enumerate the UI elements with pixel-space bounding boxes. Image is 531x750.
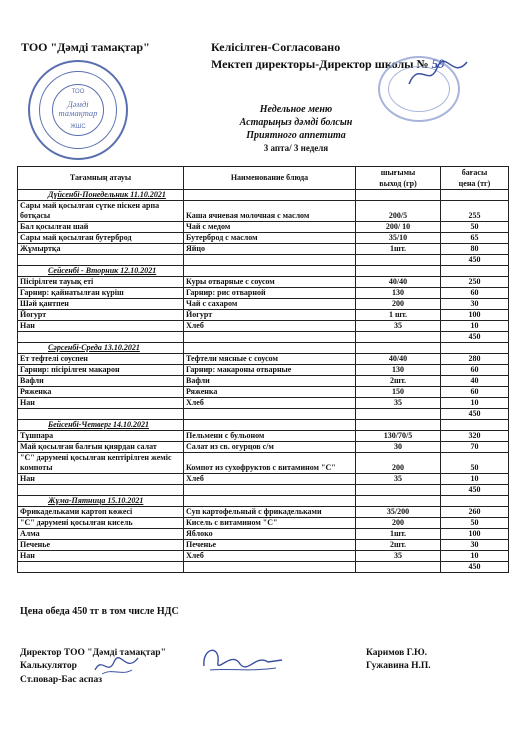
- dish-price: 10: [441, 321, 509, 332]
- empty-cell: [18, 485, 184, 496]
- empty-cell: [441, 496, 509, 507]
- dish-price: 100: [441, 310, 509, 321]
- day-total: 450: [441, 562, 509, 573]
- day-header-row: [18, 420, 509, 431]
- dish-name-ru: Печенье: [184, 540, 356, 551]
- dish-name-ru: Хлеб: [184, 474, 356, 485]
- dish-name-ru: Бутерброд с маслом: [184, 233, 356, 244]
- empty-cell: [18, 562, 184, 573]
- dish-name-ru: Гарнир: макароны отварные: [184, 365, 356, 376]
- empty-cell: [184, 255, 356, 266]
- dish-output: 35: [356, 551, 441, 562]
- empty-cell: [18, 409, 184, 420]
- day-total-row: [18, 332, 509, 343]
- empty-cell: [184, 409, 356, 420]
- company-name: ТОО "Дәмді тамақтар": [21, 40, 150, 54]
- stamp-bottom-text: ЖШС: [70, 124, 86, 130]
- dish-name-kz: Сары май қосылған бутерброд: [18, 233, 184, 244]
- day-header-row: [18, 266, 509, 277]
- dish-price: 10: [441, 474, 509, 485]
- dish-output: 200: [356, 518, 441, 529]
- dish-price: 320: [441, 431, 509, 442]
- dish-name-ru: Каша ячневая молочная с маслом: [184, 201, 356, 222]
- table-row: [18, 529, 509, 540]
- dish-price: 50: [441, 518, 509, 529]
- dish-name-ru: Тефтели мясные с соусом: [184, 354, 356, 365]
- dish-name-kz: Вафли: [18, 376, 184, 387]
- dish-output: 35: [356, 321, 441, 332]
- menu-subtitle-ru: Приятного аппетита: [246, 130, 346, 141]
- dish-name-ru: Ряженка: [184, 387, 356, 398]
- price-note: Цена обеда 450 тг в том числе НДС: [20, 606, 179, 617]
- dish-name-kz: Алма: [18, 529, 184, 540]
- dish-name-kz: Гарнир: қайнатылған күріш: [18, 288, 184, 299]
- dish-name-ru: Пельмени с бульоном: [184, 431, 356, 442]
- empty-cell: [356, 496, 441, 507]
- dish-name-kz: Нан: [18, 474, 184, 485]
- dish-price: 60: [441, 365, 509, 376]
- dish-name-kz: Бал қосылған шай: [18, 222, 184, 233]
- dish-output: 2шт.: [356, 540, 441, 551]
- empty-cell: [441, 420, 509, 431]
- day-total: 450: [441, 409, 509, 420]
- company-stamp: [28, 60, 128, 160]
- dish-output: 200: [356, 453, 441, 474]
- dish-output: 1шт.: [356, 529, 441, 540]
- empty-cell: [441, 190, 509, 201]
- dish-name-kz: "С" дәрумені қосылған кисель: [18, 518, 184, 529]
- dish-output: 130: [356, 288, 441, 299]
- dish-name-ru: Чай с медом: [184, 222, 356, 233]
- table-row: [18, 518, 509, 529]
- dish-price: 100: [441, 529, 509, 540]
- table-row: [18, 233, 509, 244]
- empty-cell: [184, 496, 356, 507]
- empty-cell: [356, 562, 441, 573]
- dish-name-kz: Жұмыртқа: [18, 244, 184, 255]
- empty-cell: [356, 409, 441, 420]
- dish-price: 50: [441, 453, 509, 474]
- dish-name-ru: Гарнир: рис отварной: [184, 288, 356, 299]
- dish-name-kz: Пісірілген тауық еті: [18, 277, 184, 288]
- dish-name-ru: Яблоко: [184, 529, 356, 540]
- calculator-name: Гужавина Н.П.: [366, 661, 431, 671]
- dish-name-ru: Хлеб: [184, 398, 356, 409]
- table-row: [18, 540, 509, 551]
- dish-name-ru: Вафли: [184, 376, 356, 387]
- table-row: [18, 442, 509, 453]
- dish-output: 200/ 10: [356, 222, 441, 233]
- table-header-row: [18, 167, 509, 190]
- table-row: [18, 321, 509, 332]
- dish-output: 130: [356, 365, 441, 376]
- dish-price: 60: [441, 387, 509, 398]
- day-total-row: [18, 409, 509, 420]
- dish-price: 40: [441, 376, 509, 387]
- empty-cell: [184, 485, 356, 496]
- empty-cell: [356, 420, 441, 431]
- day-total-row: [18, 255, 509, 266]
- empty-cell: [441, 266, 509, 277]
- dish-name-kz: Тұшпара: [18, 431, 184, 442]
- dish-output: 40/40: [356, 277, 441, 288]
- empty-cell: [184, 266, 356, 277]
- table-row: [18, 551, 509, 562]
- dish-output: 200/5: [356, 201, 441, 222]
- day-total-row: [18, 562, 509, 573]
- day-label: Бейсенбі-Четверг 14.10.2021: [18, 420, 184, 431]
- dish-price: 280: [441, 354, 509, 365]
- dish-name-kz: Шәй қантпен: [18, 299, 184, 310]
- empty-cell: [356, 190, 441, 201]
- dish-output: 150: [356, 387, 441, 398]
- agreed-label: Келісілген-Согласовано: [211, 40, 341, 54]
- empty-cell: [441, 343, 509, 354]
- empty-cell: [356, 485, 441, 496]
- dish-name-kz: Ет тефтелі соуспен: [18, 354, 184, 365]
- dish-name-kz: Нан: [18, 321, 184, 332]
- empty-cell: [184, 562, 356, 573]
- dish-price: 255: [441, 201, 509, 222]
- table-row: [18, 507, 509, 518]
- table-row: [18, 387, 509, 398]
- dish-output: 200: [356, 299, 441, 310]
- day-total: 450: [441, 332, 509, 343]
- dish-name-kz: Нан: [18, 398, 184, 409]
- dish-output: 1шт.: [356, 244, 441, 255]
- table-row: [18, 453, 509, 474]
- table-row: [18, 474, 509, 485]
- dish-price: 80: [441, 244, 509, 255]
- dish-name-kz: Ряженка: [18, 387, 184, 398]
- table-row: [18, 354, 509, 365]
- day-label: Жұма-Пятница 15.10.2021: [18, 496, 184, 507]
- day-label: Дүйсенбі-Понедельник 11.10.2021: [18, 190, 184, 201]
- table-row: [18, 288, 509, 299]
- calculator-label: Калькулятор: [20, 661, 77, 671]
- dish-name-kz: "С" дәрумені қосылған кептірілген жеміс компоты: [18, 453, 184, 474]
- day-header-row: [18, 190, 509, 201]
- column-header-ru: Наименование блюда: [184, 167, 356, 190]
- table-row: [18, 365, 509, 376]
- dish-output: 35/10: [356, 233, 441, 244]
- day-header-row: [18, 343, 509, 354]
- dish-price: 10: [441, 551, 509, 562]
- director-signature: [405, 54, 475, 94]
- column-header-price: [441, 167, 509, 190]
- column-header-kz: Тағамның атауы: [18, 167, 184, 190]
- table-row: [18, 431, 509, 442]
- column-header-out: [356, 167, 441, 190]
- day-total: 450: [441, 255, 509, 266]
- dish-output: 40/40: [356, 354, 441, 365]
- day-header-row: [18, 496, 509, 507]
- empty-cell: [18, 255, 184, 266]
- dish-output: 1 шт.: [356, 310, 441, 321]
- dish-name-kz: Май қосылған балғын қиярдан салат: [18, 442, 184, 453]
- column-header-price-kz: бағасы: [461, 168, 488, 177]
- dish-output: 30: [356, 442, 441, 453]
- empty-cell: [184, 420, 356, 431]
- dish-price: 260: [441, 507, 509, 518]
- dish-name-ru: Компот из сухофруктов с витамином "С": [184, 453, 356, 474]
- column-header-out-ru: выход (гр): [379, 179, 417, 188]
- director-name: Каримов Г.Ю.: [366, 648, 428, 658]
- stamp-top-text: ТОО: [71, 89, 85, 95]
- dish-name-kz: Йогурт: [18, 310, 184, 321]
- day-label: Сәрсенбі-Среда 13.10.2021: [18, 343, 184, 354]
- dish-price: 250: [441, 277, 509, 288]
- dish-name-kz: Печенье: [18, 540, 184, 551]
- day-total-row: [18, 485, 509, 496]
- chef-signature: [196, 640, 286, 680]
- table-row: [18, 201, 509, 222]
- empty-cell: [184, 332, 356, 343]
- day-label: Сейсенбі - Вторник 12.10.2021: [18, 266, 184, 277]
- menu-table: [17, 166, 509, 573]
- dish-output: 35: [356, 398, 441, 409]
- column-header-price-ru: цена (тг): [458, 179, 491, 188]
- stamp-main-text: Дәмді тамақтар: [58, 99, 98, 118]
- dish-price: 30: [441, 299, 509, 310]
- dish-price: 65: [441, 233, 509, 244]
- dish-name-ru: Салат из св. огурцов с/м: [184, 442, 356, 453]
- dish-name-ru: Хлеб: [184, 551, 356, 562]
- chef-label: Ст.повар-Бас аспаз: [20, 675, 103, 685]
- dish-name-kz: Фрикадельками картоп көжесі: [18, 507, 184, 518]
- column-header-out-kz: шығымы: [380, 168, 416, 177]
- dish-price: 50: [441, 222, 509, 233]
- dish-price: 70: [441, 442, 509, 453]
- dish-output: 2шт.: [356, 376, 441, 387]
- table-row: [18, 244, 509, 255]
- dish-name-ru: Хлеб: [184, 321, 356, 332]
- table-row: [18, 310, 509, 321]
- dish-name-kz: Нан: [18, 551, 184, 562]
- dish-name-ru: Суп картофельный с фрикадельками: [184, 507, 356, 518]
- dish-price: 10: [441, 398, 509, 409]
- calculator-signature: [92, 652, 142, 680]
- menu-title: Недельное меню: [259, 104, 333, 115]
- empty-cell: [356, 266, 441, 277]
- dish-name-ru: Йогурт: [184, 310, 356, 321]
- menu-subtitle-kz: Астарыңыз дәмді болсын: [239, 117, 353, 128]
- empty-cell: [356, 255, 441, 266]
- dish-name-ru: Куры отварные с соусом: [184, 277, 356, 288]
- table-row: [18, 277, 509, 288]
- school-number: 59: [431, 56, 445, 71]
- table-row: [18, 222, 509, 233]
- empty-cell: [356, 332, 441, 343]
- director-school-label: Мектеп директоры-Директор школы №: [211, 57, 429, 71]
- empty-cell: [18, 332, 184, 343]
- dish-output: 35/200: [356, 507, 441, 518]
- dish-name-ru: Яйцо: [184, 244, 356, 255]
- dish-name-kz: Сары май қосылған сүтке піскен арпа ботқасы: [18, 201, 184, 222]
- director-label: Директор ТОО "Дәмді тамақтар": [20, 648, 166, 658]
- table-row: [18, 299, 509, 310]
- dish-name-ru: Чай с сахаром: [184, 299, 356, 310]
- day-total: 450: [441, 485, 509, 496]
- week-label: 3 апта/ 3 неделя: [263, 143, 329, 153]
- table-row: [18, 398, 509, 409]
- dish-output: 130/70/5: [356, 431, 441, 442]
- table-row: [18, 376, 509, 387]
- empty-cell: [356, 343, 441, 354]
- dish-output: 35: [356, 474, 441, 485]
- dish-name-ru: Кисель с витамином "С": [184, 518, 356, 529]
- empty-cell: [184, 343, 356, 354]
- dish-name-kz: Гарнир: пісірілген макарон: [18, 365, 184, 376]
- dish-price: 60: [441, 288, 509, 299]
- empty-cell: [184, 190, 356, 201]
- dish-price: 30: [441, 540, 509, 551]
